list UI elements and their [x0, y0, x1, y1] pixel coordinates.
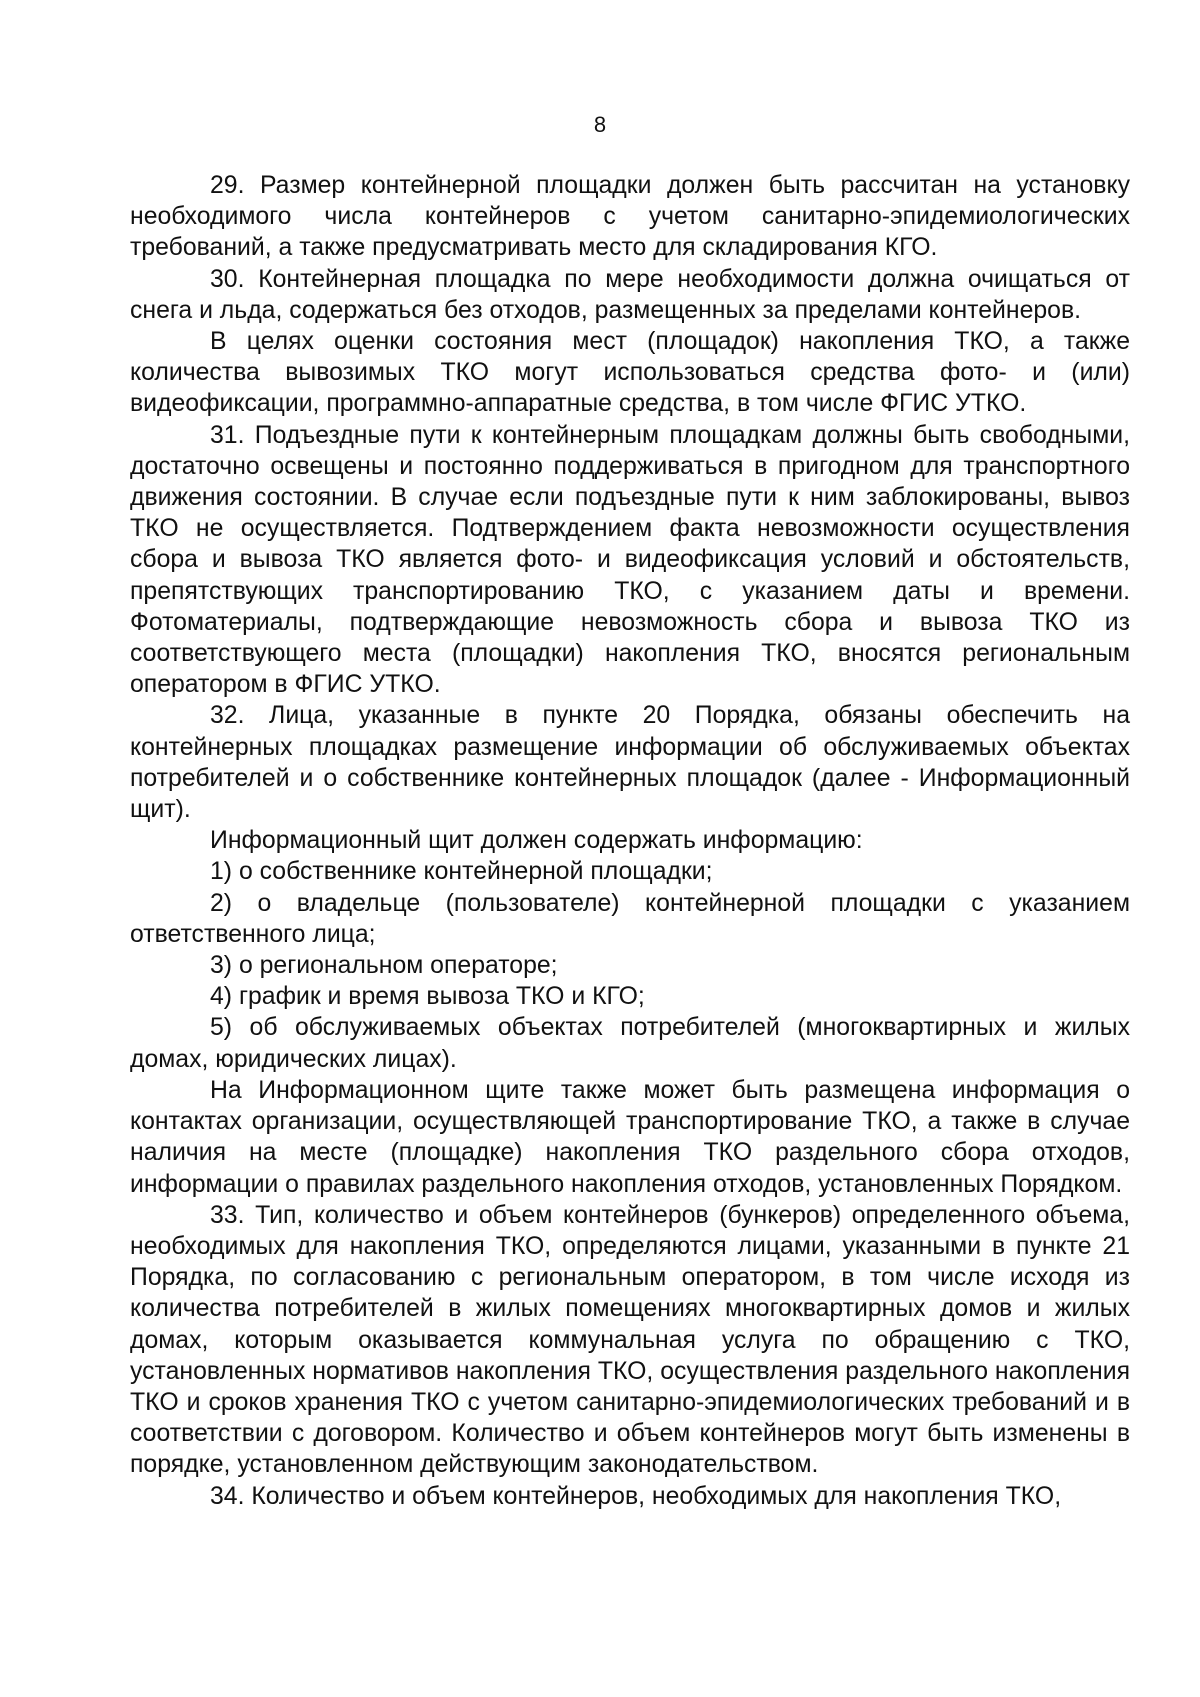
paragraph-30: 30. Контейнерная площадка по мере необходимости должна очищаться от снега и льда, содержаться без отходов, размещенных за пределами контейнеров. — [130, 265, 1130, 324]
info-board-item-1: 1) о собственнике контейнерной площадки; — [210, 858, 713, 886]
page-number: 8 — [593, 112, 607, 137]
info-board-item-5: 5) об обслуживаемых объектах потребителей (многоквартирных и жилых домах, юридических лицах). — [130, 1014, 1130, 1073]
info-board-item-4: 4) график и время вывоза ТКО и КГО; — [210, 983, 645, 1011]
paragraph-32: 32. Лица, указанные в пункте 20 Порядка, обязаны обеспечить на контейнерных площадках размещение информации об обслуживаемых объектах потребителей и о собственнике контейнерных площадок (далее - Информационный щит). — [130, 702, 1130, 824]
paragraph-29: 29. Размер контейнерной площадки должен быть рассчитан на установку необходимого числа контейнеров с учетом санитарно-эпидемиологических требований, а также предусматривать место для складирования КГО. — [130, 172, 1130, 262]
paragraph-34: 34. Количество и объем контейнеров, необходимых для накопления ТКО, — [210, 1482, 1062, 1510]
info-board-extra: На Информационном щите также может быть размещена информация о контактах организации, осуществляющей транспортирование ТКО, а также в случае наличия на месте (площадке) накопления ТКО раздельного сбора отходов, информации о правилах раздельного накопления отходов, установленных Порядком. — [130, 1076, 1130, 1198]
info-board-intro: Информационный щит должен содержать информацию: — [210, 827, 863, 855]
document-body — [130, 170, 1130, 1512]
paragraph-33: 33. Тип, количество и объем контейнеров (бункеров) определенного объема, необходимых для накопления ТКО, определяются лицами, указанными в пункте 21 Порядка, по согласованию с региональным оператором, в том числе исходя из количества потребителей в жилых помещениях многоквартирных домов и жилых домах, которым оказывается коммунальная услуга по обращению с ТКО, установленных нормативов накопления ТКО, осуществления раздельного накопления ТКО и сроков хранения ТКО с учетом санитарно-эпидемиологических требований и в соответствии с договором. Количество и объем контейнеров могут быть изменены в порядке, установленном действующим законодательством. — [130, 1201, 1130, 1479]
paragraph-31: 31. Подъездные пути к контейнерным площадкам должны быть свободными, достаточно освещены и постоянно поддерживаться в пригодном для транспортного движения состоянии. В случае если подъездные пути к ним заблокированы, вывоз ТКО не осуществляется. Подтверждением факта невозможности осуществления сбора и вывоза ТКО является фото- и видеофиксация условий и обстоятельств, препятствующих транспортированию ТКО, с указанием даты и времени. Фотоматериалы, подтверждающие невозможность сбора и вывоза ТКО из соответствующего места (площадки) накопления ТКО, вносятся региональным оператором в ФГИС УТКО. — [130, 421, 1130, 699]
paragraph-30-photo-video: В целях оценки состояния мест (площадок) накопления ТКО, а также количества вывозимых ТКО могут использоваться средства фото- и (или) видеофиксации, программно-аппаратные средства, в том числе ФГИС УТКО. — [130, 328, 1130, 418]
info-board-item-2: 2) о владельце (пользователе) контейнерной площадки с указанием ответственного лица; — [130, 889, 1130, 948]
info-board-item-3: 3) о региональном операторе; — [210, 952, 558, 980]
